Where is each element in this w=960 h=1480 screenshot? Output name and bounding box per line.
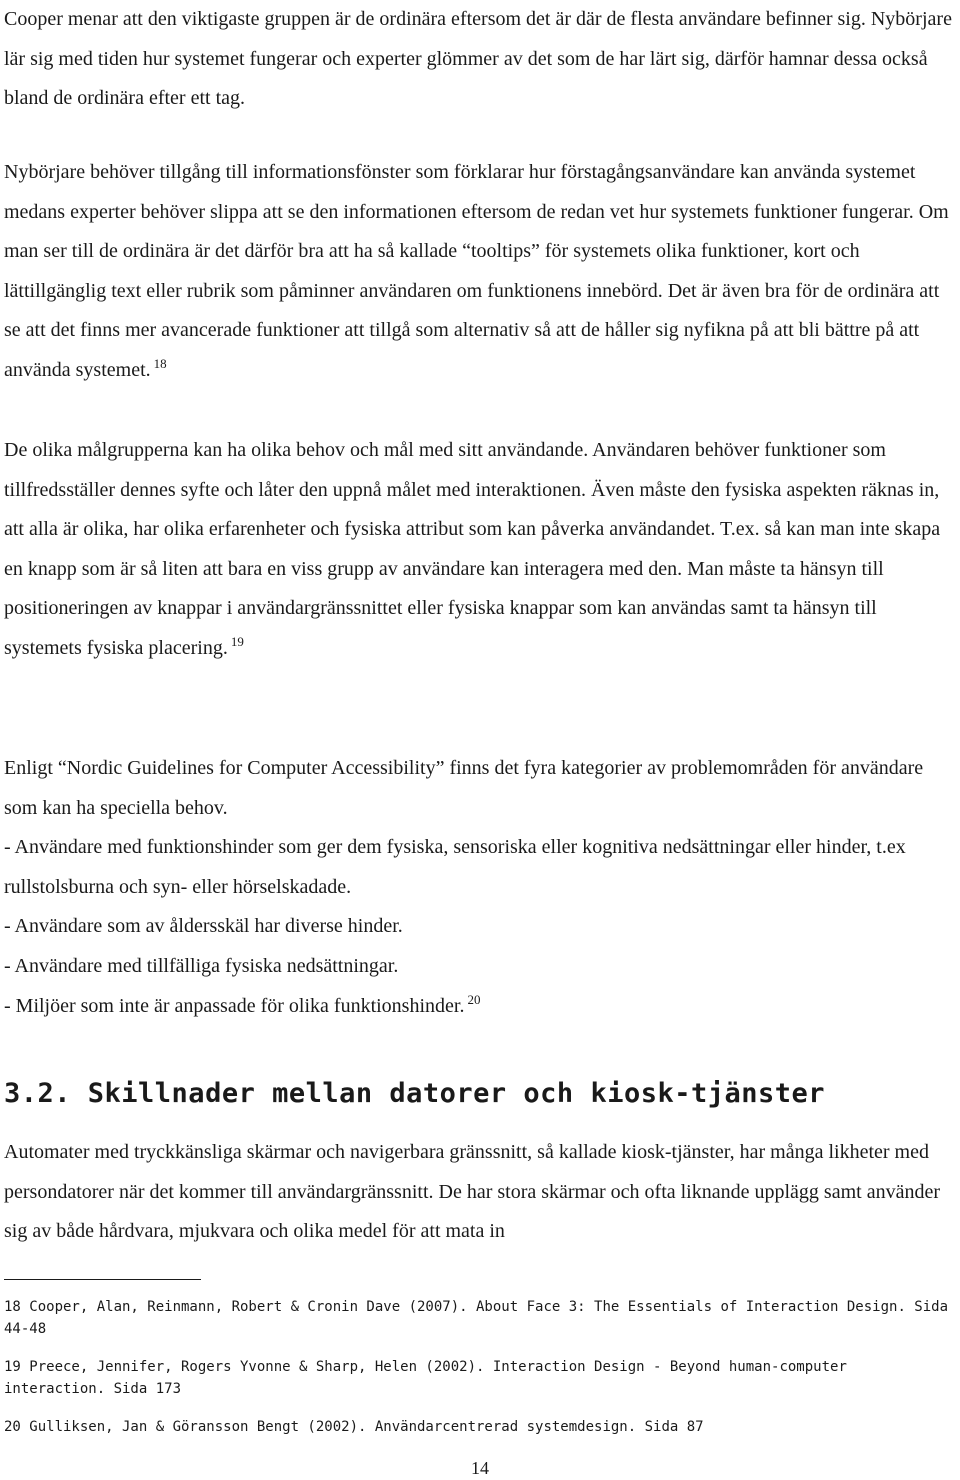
- footnote-19: 19 Preece, Jennifer, Rogers Yvonne & Sharp, Helen (2002). Interaction Design - Beyond human-computer interaction. Sida 173: [4, 1359, 847, 1397]
- footnote-ref-18: 18: [153, 355, 167, 371]
- footnote-ref-20: 20: [467, 991, 481, 1007]
- paragraph-5-text: Automater med tryckkänsliga skärmar och navigerbara gränssnitt, så kallade kiosk-tjänster, har många likheter med persondatorer när det kommer till användargränssnitt. De har stora skärmar och ofta liknande upplägg samt använder sig av både hårdvara, mjukvara och olika medel för att mata in: [4, 1141, 940, 1243]
- page-number: 14: [471, 1458, 489, 1478]
- footnote-20: 20 Gulliksen, Jan & Göransson Bengt (2002). Användarcentrerad systemdesign. Sida 87: [4, 1419, 704, 1435]
- section-heading: 3.2. Skillnader mellan datorer och kiosk-tjänster: [4, 1078, 826, 1109]
- list-item-text: - Miljöer som inte är anpassade för olika funktionshinder.: [4, 994, 465, 1017]
- paragraph-3-text: De olika målgrupperna kan ha olika behov och mål med sitt användande. Användaren behöver funktioner som tillfredsställer dennes syfte och låter den uppnå målet med interaktionen. Även måste den fysiska aspekten räknas in, att alla är olika, har olika erfarenheter och fysiska attribut som kan påverka användandet. T.ex. så kan man inte skapa en knapp som är så liten att bara en viss grupp av användare kan interagera med den. Man måste ta hänsyn till positioneringen av knappar i användargränssnittet eller fysiska knappar som kan användas samt ta hänsyn till systemets fysiska placering.: [4, 439, 941, 659]
- paragraph-2-text: Nybörjare behöver tillgång till informationsfönster som förklarar hur förstagångsanvändare kan använda systemet medans experter behöver slippa att se den informationen eftersom de redan vet hur systemets funktioner fungerar. Om man ser till de ordinära är det därför bra att ha så kallade “tooltips” för systemets olika funktioner, kort och lättillgänglig text eller rubrik som påminner användaren om funktionens innebörd. Det är även bra för de ordinära att se att det finns mer avancerade funktioner att tillgå som alternativ så att de håller sig nyfikna på att bli bättre på att använda systemet.: [4, 161, 949, 381]
- list-item: - Användare som av åldersskäl har diverse hinder.: [4, 915, 403, 938]
- paragraph-2: [0, 153, 959, 391]
- footnote-18: 18 Cooper, Alan, Reinmann, Robert & Cronin Dave (2007). About Face 3: The Essentials of Interaction Design. Sida 44-48: [4, 1299, 949, 1337]
- paragraph-1: [0, 0, 959, 119]
- paragraph-4-intro: Enligt “Nordic Guidelines for Computer Accessibility” finns det fyra kategorier av problemområden för användare som kan ha speciella behov.: [4, 757, 924, 819]
- list-item: - Användare med tillfälliga fysiska nedsättningar.: [4, 954, 399, 977]
- paragraph-1-text: Cooper menar att den viktigaste gruppen är de ordinära eftersom det är där de flesta användare befinner sig. Nybörjare lär sig med tiden hur systemet fungerar och experter glömmer av det som de har lärt sig, därför hamnar dessa också bland de ordinära efter ett tag.: [4, 8, 952, 110]
- paragraph-3: [0, 431, 959, 669]
- paragraph-4: [0, 749, 959, 1026]
- paragraph-5: [0, 1133, 959, 1252]
- footnote-divider: [4, 1279, 201, 1280]
- list-item-last: [4, 987, 959, 1027]
- footnote-ref-19: 19: [230, 633, 244, 649]
- list-item: - Användare med funktionshinder som ger dem fysiska, sensoriska eller kognitiva nedsättningar eller hinder, t.ex rullstolsburna och syn- eller hörselskadade.: [4, 836, 906, 898]
